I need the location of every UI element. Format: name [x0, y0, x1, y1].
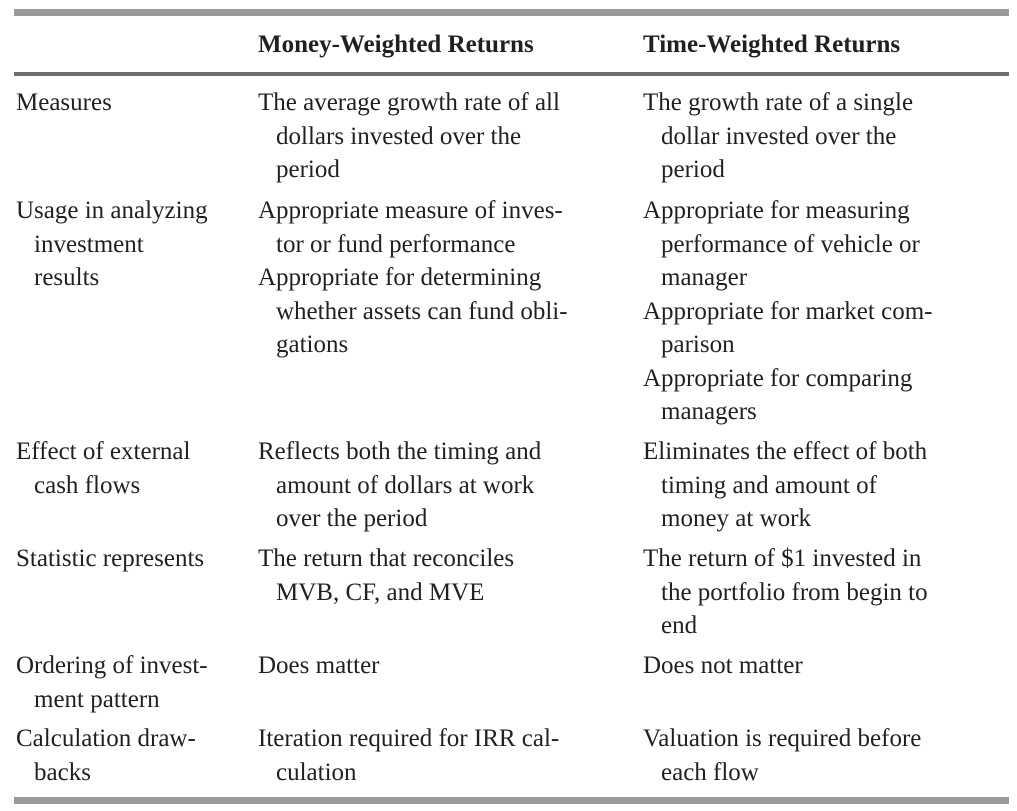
time-weighted-measures: [643, 86, 1005, 187]
cell-line: manager: [661, 264, 748, 291]
time-weighted-usage: [643, 194, 1005, 429]
row-label-effect: [16, 435, 248, 502]
cell-line: MVB, CF, and MVE: [276, 578, 485, 606]
row-label-statistic: [16, 542, 248, 576]
row-label-line: cash flows: [34, 471, 141, 499]
cell-line: Does matter: [258, 652, 380, 679]
row-label-measures: [16, 86, 248, 120]
header-money-weighted: Money-Weighted Returns: [258, 31, 534, 58]
cell-line: The return that reconciles: [258, 545, 515, 572]
table-bottom-rule: [14, 797, 1009, 804]
money-weighted-ordering: [258, 649, 630, 683]
cell-line: money at work: [661, 505, 811, 532]
cell-line: period: [276, 156, 340, 183]
cell-line: The growth rate of a single: [643, 89, 914, 116]
row-label-line: Usage in analyzing: [16, 197, 208, 224]
cell-line: The return of $1 invested in: [643, 545, 922, 572]
row-label-drawbacks: [16, 722, 248, 789]
row-label-usage: [16, 194, 248, 295]
row-label-line: Measures: [16, 89, 112, 116]
row-label-line: investment: [34, 230, 144, 258]
row-label-line: results: [34, 264, 100, 291]
cell-line: Appropriate for market com-: [643, 297, 933, 325]
cell-line: dollar invested over the: [661, 122, 897, 150]
header-time-weighted: Time-Weighted Returns: [643, 31, 901, 58]
money-weighted-usage: [258, 194, 630, 362]
cell-line: managers: [661, 398, 757, 425]
cell-line: performance of vehicle or: [661, 230, 920, 258]
money-weighted-statistic: [258, 542, 630, 609]
row-label-line: Statistic represents: [16, 545, 205, 572]
header-rule: [14, 72, 1009, 76]
money-weighted-measures: [258, 86, 630, 187]
cell-line: culation: [276, 758, 357, 786]
row-label-line: ment pattern: [34, 685, 160, 713]
cell-line: the portfolio from begin to: [661, 578, 928, 606]
cell-line: dollars invested over the: [276, 122, 522, 150]
cell-line: Reflects both the timing and: [258, 438, 542, 465]
cell-line: The average growth rate of all: [258, 89, 560, 116]
money-weighted-drawbacks: [258, 722, 630, 789]
cell-line: amount of dollars at work: [276, 471, 535, 499]
time-weighted-ordering: [643, 649, 1005, 683]
cell-line: end: [661, 612, 698, 639]
cell-line: Does not matter: [643, 652, 803, 679]
cell-line: Appropriate for measuring: [643, 197, 910, 224]
row-label-line: Ordering of invest-: [16, 652, 208, 679]
row-label-line: Calculation draw-: [16, 725, 196, 752]
cell-line: Iteration required for IRR cal-: [258, 725, 560, 752]
cell-line: Appropriate measure of inves-: [258, 197, 563, 224]
cell-line: Appropriate for determining: [258, 264, 542, 291]
cell-line: over the period: [276, 505, 428, 532]
cell-line: tor or fund performance: [276, 230, 516, 258]
time-weighted-effect: [643, 435, 1005, 536]
cell-line: whether assets can fund obli-: [276, 297, 568, 325]
cell-line: Appropriate for comparing: [643, 364, 913, 392]
row-label-line: backs: [34, 758, 91, 786]
cell-line: gations: [276, 331, 349, 358]
cell-line: period: [661, 156, 725, 183]
cell-line: timing and amount of: [661, 471, 877, 499]
table-top-rule: [14, 9, 1009, 16]
cell-line: Eliminates the effect of both: [643, 438, 928, 465]
time-weighted-statistic: [643, 542, 1005, 643]
money-weighted-effect: [258, 435, 630, 536]
cell-line: each flow: [661, 758, 759, 786]
cell-line: parison: [661, 331, 735, 358]
cell-line: Valuation is required before: [643, 725, 922, 752]
row-label-ordering: [16, 649, 248, 716]
row-label-line: Effect of external: [16, 438, 191, 465]
time-weighted-drawbacks: [643, 722, 1005, 789]
